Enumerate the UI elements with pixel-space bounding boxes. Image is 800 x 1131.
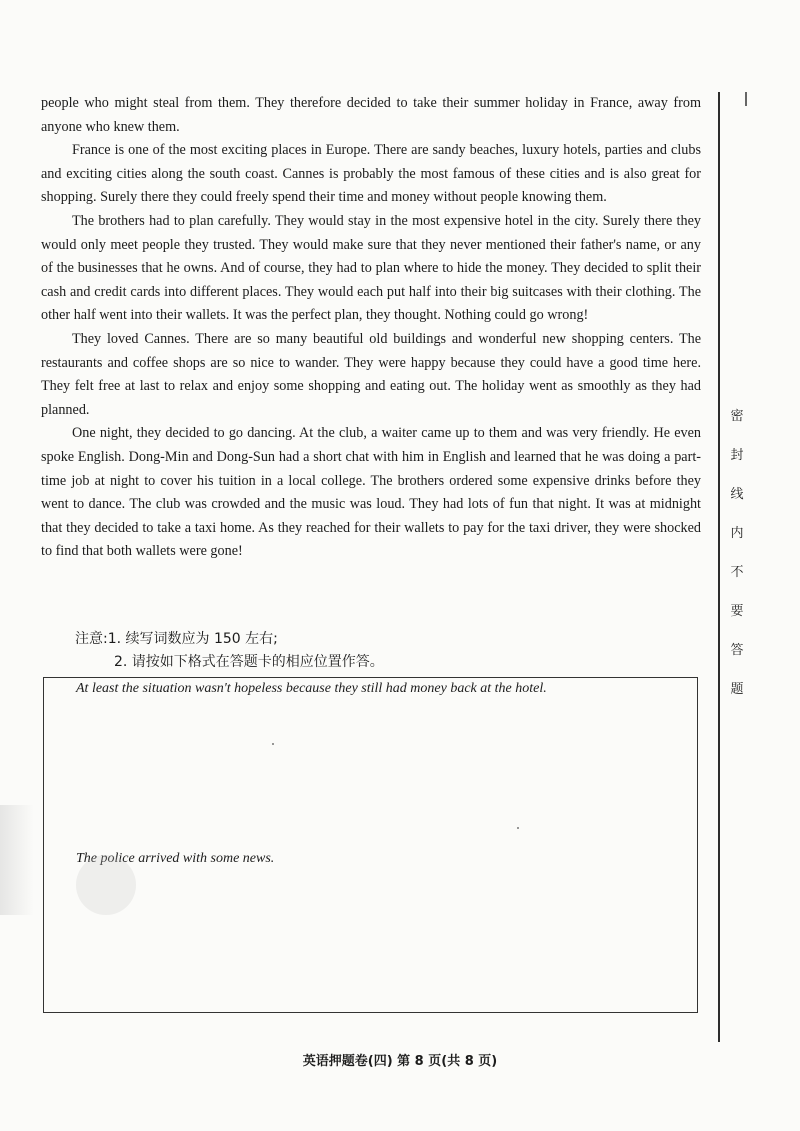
paragraph-3: The brothers had to plan carefully. They would stay in the most expensive hotel in the city. Surely there they would only meet people they trusted. They would make sure that they never mentioned their father's name, or any of the businesses that he owns. And of course, they had to plan where to hide the money. They decided to split their cash and credit cards into different places. They would each put half into their big suitcases with their clothing. The other half went into their wallets. It was the perfect plan, they thought. Nothing could go wrong!	[41, 212, 701, 324]
sealed-line-char: 密	[730, 409, 744, 424]
paragraph-opening-2: The police arrived with some news.	[76, 851, 275, 866]
sealed-line-char: 要	[730, 604, 744, 619]
sealed-line-char: 答	[730, 643, 744, 658]
paragraph-1: people who might steal from them. They therefore decided to take their summer holiday in France, away from anyone who knew them.	[41, 95, 701, 135]
answer-box[interactable]	[43, 677, 698, 1013]
scan-shadow	[0, 805, 34, 915]
paragraph-4: They loved Cannes. There are so many beautiful old buildings and wonderful new shopping centers. The restaurants and coffee shops are so nice to wander. They were happy because they could have a good time here. They felt free at last to relax and enjoy some shopping and eating out. The holiday went as smoothly as they had planned.	[41, 330, 701, 418]
instruction-word-count: 注意:1. 续写词数应为 150 左右;	[75, 631, 278, 647]
sealed-line-char: 线	[730, 487, 744, 502]
sealed-line-char: 内	[730, 526, 744, 541]
page-footer: 英语押题卷(四) 第 8 页(共 8 页)	[302, 1054, 498, 1069]
paragraph-2: France is one of the most exciting places in Europe. There are sandy beaches, luxury hotels, parties and clubs and exciting cities along the south coast. Cannes is probably the most famous of these cities and is also great for shopping. Surely there they could freely spend their time and money without people knowing them.	[41, 142, 701, 206]
scan-speck	[272, 743, 274, 745]
instruction-format: 2. 请按如下格式在答题卡的相应位置作答。	[114, 654, 384, 670]
sealed-line-char: 不	[730, 565, 744, 580]
faint-seal-mark	[76, 855, 136, 915]
binding-line	[718, 92, 720, 1042]
edge-mark	[745, 92, 747, 106]
sealed-line-char: 封	[730, 448, 744, 463]
sealed-line-notice	[729, 410, 745, 722]
sealed-line-char: 题	[730, 682, 744, 697]
scan-speck	[517, 827, 519, 829]
story-passage	[41, 92, 701, 564]
paragraph-opening-1: At least the situation wasn't hopeless because they still had money back at the hotel.	[76, 681, 547, 696]
paragraph-5: One night, they decided to go dancing. At the club, a waiter came up to them and was very friendly. He even spoke English. Dong-Min and Dong-Sun had a short chat with him in English and learned that he was doing a part-time job at night to cover his tuition in a local college. The brothers ordered some expensive drinks before they went to dance. The club was crowded and the music was loud. They had lots of fun that night. It was at midnight that they decided to take a taxi home. As they reached for their wallets to pay for the taxi driver, they were shocked to find that both wallets were gone!	[41, 425, 701, 560]
instructions	[75, 628, 384, 674]
